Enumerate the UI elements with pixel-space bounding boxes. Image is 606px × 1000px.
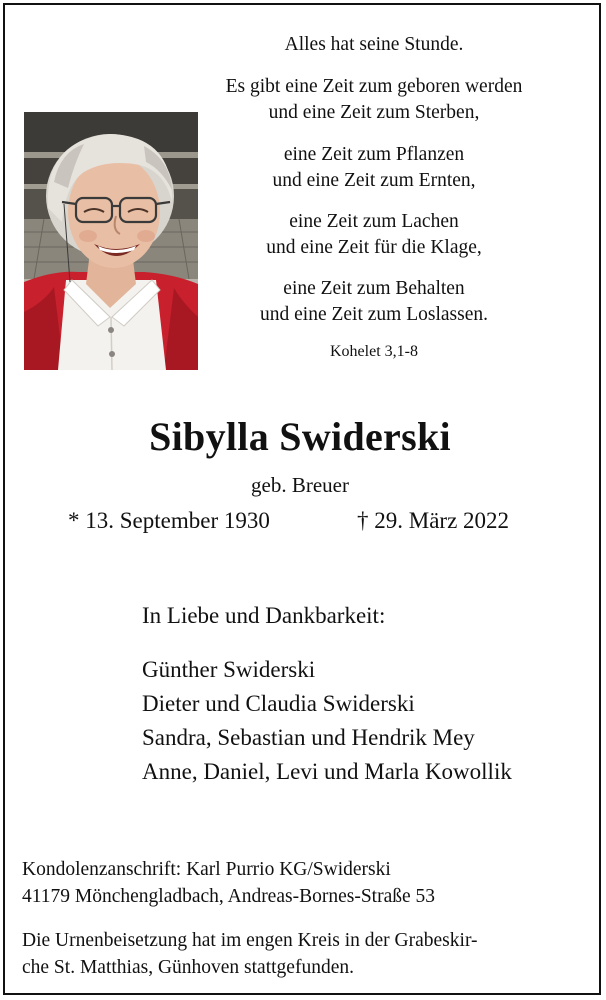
family-member: Sandra, Sebastian und Hendrik Mey: [142, 725, 475, 750]
family-intro: In Liebe und Dankbarkeit:: [142, 603, 386, 628]
verse-line: und eine Zeit zum Loslassen.: [260, 304, 488, 325]
verse-line: Es gibt eine Zeit zum geboren werden: [225, 76, 523, 97]
family-members-list: [142, 653, 512, 789]
burial-notice-line-1: Die Urnenbeisetzung hat im engen Kreis in der Grabeskir-: [22, 930, 478, 951]
verse-line: eine Zeit zum Pflanzen: [283, 144, 465, 165]
verse-line: eine Zeit zum Behalten: [283, 278, 465, 299]
burial-notice-line-2: che St. Matthias, Günhoven stattgefunden.: [22, 957, 354, 978]
family-member: Günther Swiderski: [142, 657, 316, 682]
condolence-address: [22, 856, 588, 910]
deceased-name: Sibylla Swiderski: [149, 414, 451, 459]
family-member: Dieter und Claudia Swiderski: [142, 691, 415, 716]
verse-stanza-1: [196, 74, 552, 126]
verse-line: und eine Zeit für die Klage,: [266, 237, 482, 258]
birth-date: * 13. September 1930: [68, 508, 270, 533]
family-member: Anne, Daniel, Levi und Marla Kowollik: [142, 759, 512, 784]
verse-stanza-3: [196, 209, 552, 261]
verse-stanza-2: [196, 142, 552, 194]
verse-line: Alles hat seine Stunde.: [284, 34, 464, 55]
verse-line: und eine Zeit zum Sterben,: [268, 102, 480, 123]
verse-source: Kohelet 3,1-8: [330, 343, 418, 360]
condolence-line-2: 41179 Mönchengladbach, Andreas-Bornes-Straße 53: [22, 886, 436, 907]
verse-stanza-4: [196, 276, 552, 328]
verse-line: und eine Zeit zum Ernten,: [272, 170, 476, 191]
verse-line: eine Zeit zum Lachen: [289, 211, 459, 232]
maiden-name: geb. Breuer: [251, 473, 349, 497]
condolence-line-1: Kondolenzanschrift: Karl Purrio KG/Swiderski: [22, 859, 391, 880]
death-date: † 29. März 2022: [357, 508, 510, 533]
portrait-photo: [24, 112, 198, 370]
burial-notice: [22, 927, 588, 981]
